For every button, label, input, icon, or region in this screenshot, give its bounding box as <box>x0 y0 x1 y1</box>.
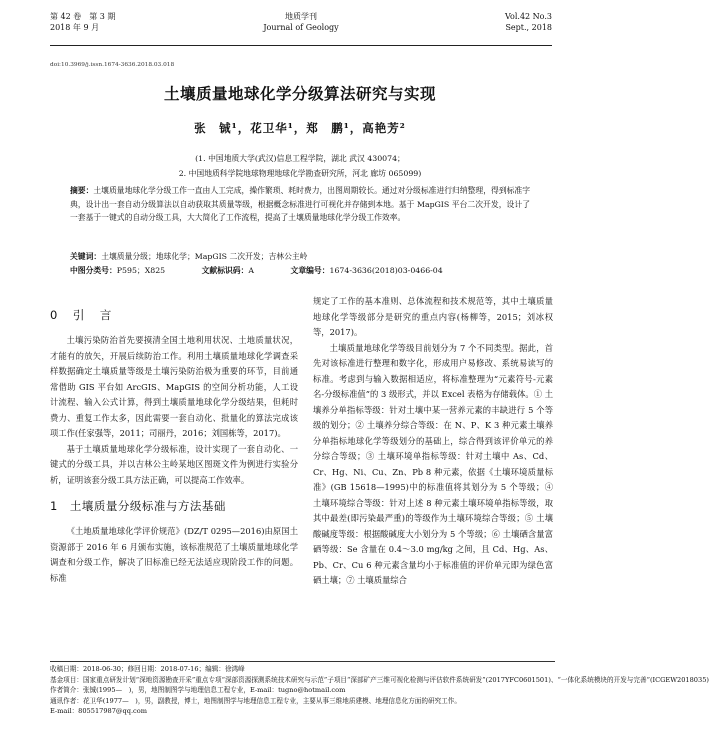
paper-title: 土壤质量地球化学分级算法研究与实现 <box>163 85 436 103</box>
author-list: 张 铖¹，花卫华¹，郑 鹏¹，高艳芳² <box>194 121 406 135</box>
footnotes <box>50 661 709 717</box>
abstract <box>70 184 530 225</box>
right-paragraph-1: 土壤质量地球化学等级目前划分为 7 个不同类型。据此，首先对该标准进行整理和数字化，形成用户易修改、系统易读写的标准。考虑到与输入数据相适应，将标准整理为“元素符号-元素名-分级标准值”的 3 级形式，并以 Excel 表格为存储载体。① 土壤养分单指标等级：针对土壤中某一营养元素的丰缺进行 5 个等级的划分；② 土壤养分综合等级：在 N、P、K 3 种元素土壤养分单指标地球化学等级划分的基础上，综合得到该评价单元的养分综合等级；③ 土壤环境单指标等级：针对土壤中 As、Cd、Cr、Hg、Ni、Cu、Zn、Pb 8 种元素，依据《土壤环境质量标准》(GB 15618—1995)中的标准值将其划分为 5 个等级；④ 土壤环境综合等级：针对上述 8 种元素土壤环境单指标等级，取其中最差(即污染最严重)的等级作为土壤环境综合等级；⑤ 土壤酸碱度等级：根据酸碱度大小划分为 5 个等级；⑥ 土壤硒含量富硒等级：Se 含量在 0.4～3.0 mg/kg 之间，且 Cd、Hg、As、Pb、Cr、Cu 6 种元素含量均小于标准值的评价单元即为绿色富硒土壤；⑦ 土壤质量综合 <box>313 342 553 585</box>
keywords-label: 关键词： <box>70 252 102 261</box>
doc-code-label: 文献标识码： <box>201 266 249 275</box>
keywords-text: 土壤质量分级；地球化学；MapGIS 二次开发；吉林公主岭 <box>101 252 308 261</box>
affiliations <box>0 151 600 181</box>
intro-paragraph-2: 基于土壤质量地球化学分级标准，设计实现了一套自动化、一键式的分级工具，并以吉林公主岭某地区图斑文件为例进行实验分析，证明该套分级工具方法正确，可以提高工作效率。 <box>50 443 298 485</box>
article-no-value: 1674-3636(2018)03-0466-04 <box>329 266 443 275</box>
right-column <box>313 294 553 589</box>
footnote-email: E-mail：805517987@qq.com <box>50 707 147 716</box>
classification-line <box>70 264 530 277</box>
journal-name <box>50 11 552 33</box>
left-column <box>50 301 298 586</box>
section-heading-intro: 0 引 言 <box>50 308 114 322</box>
volume-issue: 第 42 卷 第 3 期 <box>50 12 116 21</box>
intro-paragraph-1: 土壤污染防治首先要摸清全国土地利用状况、土地质量状况，才能有的放矢，开展后续防治工作。利用土壤质量地球化学调查采样数据确定土壤质量等级是土壤污染防治极为重要的环节，目前通常借助 GIS 平台如 ArcGIS、MapGIS 的空间分析功能，人工设计流程、输入公式计算，得到土壤质量地球化学分级结果，但耗时费力、重复工作太多，因此需要一套自动化、批量化的算法完成该项工作(任家强等，2011；司丽丹，2016；刘国栋等，2017)。 <box>50 335 298 438</box>
keywords <box>70 250 530 263</box>
footnote-dates: 收稿日期：2018-06-30；修回日期：2018-07-16；编辑：徐鸿峰 <box>50 665 245 673</box>
clc-label: 中图分类号： <box>70 266 117 275</box>
doc-code-value: A <box>248 266 255 275</box>
doi: doi:10.3969/j.issn.1674-3636.2018.03.018 <box>50 62 175 68</box>
affiliation-1: (1. 中国地质大学(武汉)信息工程学院，湖北 武汉 430074； <box>195 154 405 163</box>
volume-issue-en: Vol.42 No.3 <box>505 12 552 21</box>
section-heading-1: 1 土壤质量分级标准与方法基础 <box>50 499 226 513</box>
footnote-corresponding: 通讯作者：花卫华(1977— )，男，副教授，博士，地图制图学与地理信息工程专业，主要从事三维地质建模、地理信息化方面的研究工作。 <box>50 696 461 705</box>
journal-name-cn: 地质学刊 <box>285 12 317 21</box>
section1-paragraph-1: 《土地质量地球化学评价规范》(DZ/T 0295—2016)由原国土资源部于 2016 年 6 月颁布实施，该标准规范了土壤质量地球化学调查和分级工作，解决了旧标准已经无法适应现阶段工作的问题。标准 <box>50 526 298 583</box>
right-paragraph-continued: 规定了工作的基本准则、总体流程和技术规范等，其中土壤质量地球化学等级部分是研究的重点内容(杨柳等，2015；刘冰权等，2017)。 <box>313 296 553 337</box>
volume-info-en <box>505 11 552 33</box>
article-no-label: 文章编号： <box>290 266 330 275</box>
clc-value: P595；X825 <box>116 266 166 275</box>
journal-name-en: Journal of Geology <box>263 23 339 32</box>
abstract-text: 土壤质量地球化学分级工作一直由人工完成，操作繁琐、耗时费力，出图周期较长。通过对分级标准进行归纳整理，得到标准字典，设计出一套自动分级算法以自动获取其质量等级，根据概念标准进行可视化并存储到本地。基于 MapGIS 平台二次开发，设计了一套基于一键式的自动分级工具，大大简化了工作流程，提高了土壤质量地球化学分级工作效率。 <box>70 186 531 223</box>
issue-date-en: Sept., 2018 <box>505 23 552 32</box>
affiliation-2: 2. 中国地质科学院地球物理地球化学勘查研究所，河北 廊坊 065099) <box>178 169 422 178</box>
issue-date: 2018 年 9 月 <box>50 23 100 32</box>
footnote-author: 作者简介：张铖(1995— )，男，地图制图学与地理信息工程专业，E-mail：tugno@hotmail.com <box>50 686 346 695</box>
footnote-funding: 基金项目：国家重点研发计划“深地资源勘查开采”重点专项“深部资源探测系统技术研究与示范”子项目“深部矿产三维可视化检测与评估软件系统研发”(2017YFC0601501)、“一体化系统模块的开发与完善”(ICGEW2018035) <box>50 675 709 684</box>
running-header <box>50 11 552 46</box>
abstract-label: 摘要： <box>70 186 94 195</box>
